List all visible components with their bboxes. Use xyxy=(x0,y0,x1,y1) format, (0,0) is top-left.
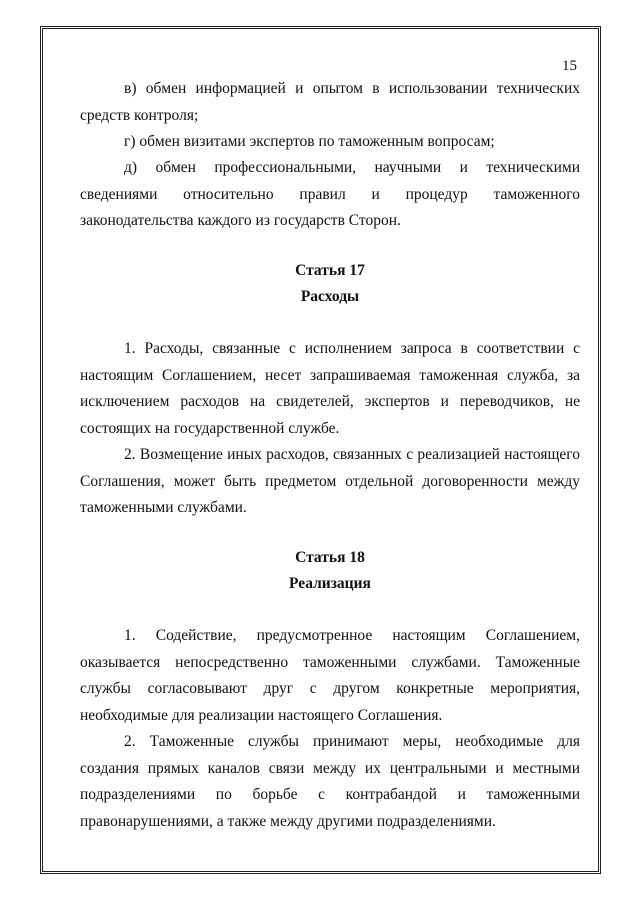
article-17-title: Расходы xyxy=(300,288,360,305)
list-item-d: д) обмен профессиональными, научными и техническими сведениями относительно правил и процедур таможенного законодательства каждого из государств Сторон. xyxy=(80,159,580,229)
article-18-paragraph-1: 1. Содействие, предусмотренное настоящим Соглашением, оказывается непосредственно таможенными службами. Таможенные службы согласовывают друг с другом конкретные мероприятия, необходимые для реализации настоящего Соглашения. xyxy=(80,627,580,724)
list-item-g: г) обмен визитами экспертов по таможенным вопросам; xyxy=(124,133,495,150)
article-17-number: Статья 17 xyxy=(295,262,365,279)
article-18-paragraph-2: 2. Таможенные службы принимают меры, необходимые для создания прямых каналов связи между их центральными и местными подразделениями по борьбе с контрабандой и таможенными правонарушениями, а также между другими подразделениями. xyxy=(80,733,580,830)
page-number: 15 xyxy=(562,58,577,74)
list-item-v: в) обмен информацией и опытом в использовании технических средств контроля; xyxy=(80,80,580,124)
article-17-paragraph-2: 2. Возмещение иных расходов, связанных с реализацией настоящего Соглашения, может быть предметом отдельной договоренности между таможенными службами. xyxy=(80,446,580,516)
article-18-number: Статья 18 xyxy=(295,549,365,566)
article-18-title: Реализация xyxy=(289,575,371,592)
article-17-paragraph-1: 1. Расходы, связанные с исполнением запроса в соответствии с настоящим Соглашением, несет запрашиваемая таможенная служба, за исключением расходов на свидетелей, экспертов и переводчиков, не состоящих на государственной службе. xyxy=(80,340,580,437)
